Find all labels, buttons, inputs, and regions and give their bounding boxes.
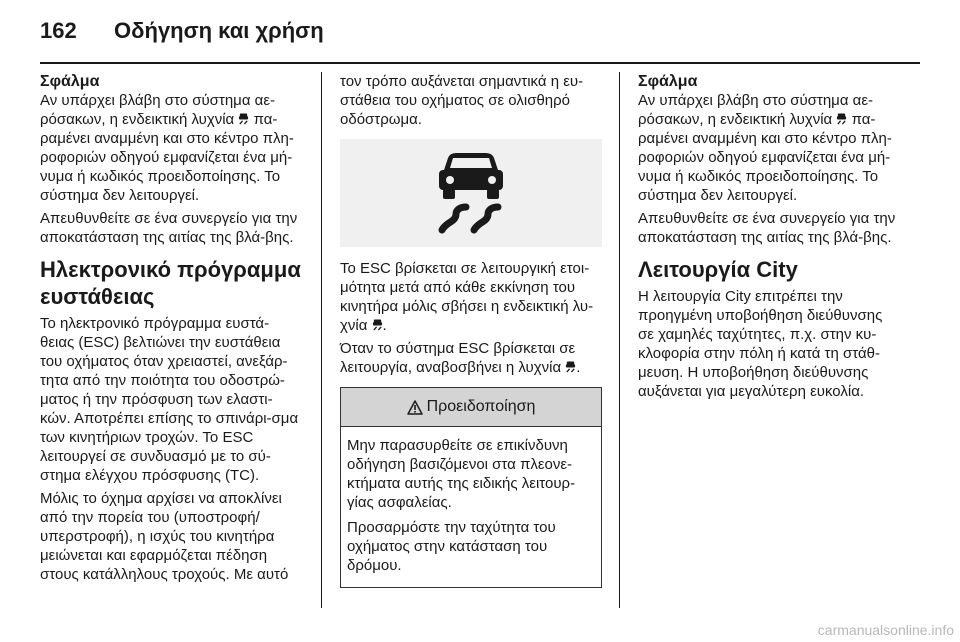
esc-active-text: Όταν το σύστημα ESC βρίσκεται σε λειτουργία, αναβοσβήνει η λυχνία [340, 340, 576, 376]
fault-text-pre: Αν υπάρχει βλάβη στο σύστημα αε-ρόσακων, η ενδεικτική λυχνία [638, 92, 874, 128]
page-number: 162 [40, 18, 77, 43]
esc-ready-text: Το ESC βρίσκεται σε λειτουργική ετοι-μότητα μετά από κάθε εκκίνηση του κινητήρα μόλις σβήσει η ενδεικτική λυ-χνία [340, 260, 594, 334]
column-divider-2 [619, 72, 620, 608]
header-divider [40, 62, 920, 64]
page-title: Οδήγηση και χρήση [114, 18, 324, 43]
fault-text-post: πα-ραμένει αναμμένη και στο κέντρο πλη-ροφοριών οδηγού εμφανίζεται ένα μή-νυμα ή κωδικός προειδοποίησης. Το σύστημα δεν λειτουργεί. [40, 111, 294, 204]
esc-icon-panel [340, 139, 602, 247]
esc-skid-car-icon [434, 150, 508, 236]
esc-active-paragraph [340, 339, 602, 377]
warning-triangle-icon [407, 400, 423, 415]
warning-paragraph-1: Μην παρασυρθείτε σε επικίνδυνη οδήγηση βασιζόμενοι στα πλεονε-κτήματα αυτής της ειδικής λειτουρ-γίας ασφαλείας. [347, 437, 576, 511]
column-left [40, 72, 302, 588]
fault-text-post: πα-ραμένει αναμμένη και στο κέντρο πλη-ροφοριών οδηγού εμφανίζεται ένα μή-νυμα ή κωδικός προειδοποίησης. Το σύστημα δεν λειτουργεί. [638, 111, 892, 204]
column-right [638, 72, 900, 405]
fault-text-pre: Αν υπάρχει βλάβη στο σύστημα αε-ρόσακων, η ενδεικτική λυχνία [40, 92, 276, 128]
fault-workshop-paragraph: Απευθυνθείτε σε ένα συνεργείο για την αποκατάσταση της αιτίας της βλά-βης. [638, 210, 896, 246]
esc-ready-text-post: . [382, 317, 387, 334]
continued-paragraph: τον τρόπο αυξάνεται σημαντικά η ευ-στάθεια του οχήματος σε ολισθηρό οδόστρωμα. [340, 73, 584, 128]
warning-box [340, 387, 602, 588]
esc-paragraph-1: Το ηλεκτρονικό πρόγραμμα ευστά-θειας (ESC) βελτιώνει την ευστάθεια του οχήματος όταν χρειαστεί, ανεξάρ-τητα από την ποιότητα του οδοστρώ-ματος ή την πρόσφυση των ελαστι-κών. Αποτρέπει επίσης το σπινάρι-σμα των κινητήριων τροχών. Το ESC λειτουργεί σε συνδυασμό με το σύ-στημα ελέγχου πρόσφυσης (TC). [40, 315, 299, 484]
warning-paragraph-2: Προσαρμόστε την ταχύτητα του οχήματος στην κατάσταση του δρόμου. [347, 519, 556, 574]
fault-heading: Σφάλμα [40, 73, 100, 90]
warning-title: Προειδοποίηση [426, 398, 536, 415]
column-divider-1 [321, 72, 322, 608]
page-header [40, 10, 920, 50]
esc-skid-car-icon [836, 113, 847, 125]
warning-header [341, 388, 601, 427]
city-mode-paragraph: Η λειτουργία City επιτρέπει την προηγμένη υποβοήθηση διεύθυνσης σε χαμηλές ταχύτητες, π.χ. στην κυ-κλοφορία στην πόλη ή κατά τη στάθ-μευση. Η υποβοήθηση διεύθυνσης αυξάνεται για μεγαλύτερη ευκολία. [638, 288, 883, 400]
warning-body [341, 427, 601, 587]
column-middle [340, 72, 602, 588]
esc-heading: Ηλεκτρονικό πρόγραμμα ευστάθειας [40, 257, 301, 309]
esc-skid-car-icon [372, 319, 383, 331]
fault-paragraph [638, 91, 900, 205]
esc-paragraph-2: Μόλις το όχημα αρχίσει να αποκλίνει από την πορεία του (υποστροφή/ υπερστροφή), η ισχύς του κινητήρα μειώνεται και εφαρμόζεται πέδηση στους κατάλληλους τροχούς. Με αυτό [40, 490, 289, 583]
fault-paragraph [40, 91, 302, 205]
esc-active-text-post: . [576, 359, 581, 376]
fault-heading: Σφάλμα [638, 73, 698, 90]
esc-skid-car-icon [238, 113, 249, 125]
watermark: carmanualsonline.info [817, 622, 954, 638]
city-mode-heading: Λειτουργία City [638, 257, 798, 282]
esc-skid-car-icon [565, 361, 576, 373]
esc-ready-paragraph [340, 259, 602, 335]
fault-workshop-paragraph: Απευθυνθείτε σε ένα συνεργείο για την αποκατάσταση της αιτίας της βλά-βης. [40, 210, 298, 246]
